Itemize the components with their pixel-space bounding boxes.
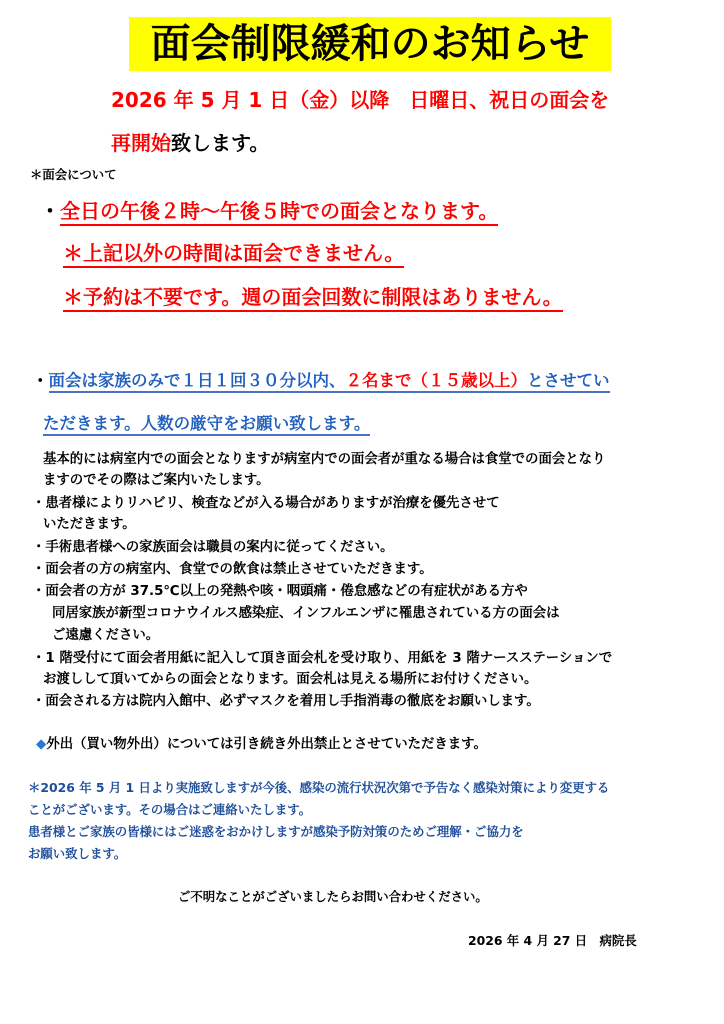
- red-note-line2-text: ＊上記以外の時間は面会できません。: [63, 241, 404, 268]
- family-rule-part2: で１日１回３０分以内、: [164, 371, 346, 390]
- rule-line: ・手術患者様への家族面会は職員の案内に従ってください。: [32, 540, 394, 555]
- announcement-line2: [111, 130, 269, 156]
- rule-line: ご遠慮ください。: [52, 628, 160, 643]
- rule-line: ますのでその際はご案内いたします。: [43, 473, 270, 488]
- rule-line: 同居家族が新型コロナウイルス感染症、インフルエンザに罹患されている方の面会は: [52, 606, 560, 621]
- family-rule-line2: [43, 413, 370, 435]
- announcement-red-text: 再開始: [111, 131, 171, 155]
- outing-line: [36, 736, 487, 754]
- family-rule-part3: ２名まで（１５歳以上）: [345, 371, 527, 390]
- rule-line: ・面会者の方が 37.5℃以上の発熱や咳・咽頭痛・倦怠感などの有症状がある方や: [32, 584, 528, 599]
- announcement-line1: 2026 年 5 月 1 日（金）以降 日曜日、祝日の面会を: [111, 88, 610, 112]
- family-rule-part1: 面会は家族のみ: [48, 371, 164, 390]
- section-label: ＊面会について: [30, 167, 117, 182]
- diamond-icon: ◆: [36, 737, 47, 752]
- notice-line: お願い致します。: [28, 846, 127, 861]
- family-rule-part4: とさせてい: [527, 371, 610, 390]
- red-note-line3-text: ＊予約は不要です。週の面会回数に制限はありません。: [63, 285, 563, 312]
- red-note-bullet: ・: [40, 199, 60, 223]
- red-note-line1: [40, 198, 498, 224]
- rule-line: いただきます。: [43, 517, 136, 532]
- signature: 2026 年 4 月 27 日 病院長: [468, 933, 637, 948]
- outing-text: 外出（買い物外出）については引き続き外出禁止とさせていただきます。: [46, 737, 487, 752]
- rule-line: ・1 階受付にて面会者用紙に記入して頂き面会札を受け取り、用紙を 3 階ナースステーションで: [32, 651, 613, 666]
- page-title: 面会制限緩和のお知らせ: [129, 17, 611, 71]
- rule-line: ・患者様によりリハビリ、検査などが入る場合がありますが治療を優先させて: [32, 496, 500, 511]
- family-rule-line1: [32, 370, 610, 392]
- rule-line: 基本的には病室内での面会となりますが病室内での面会者が重なる場合は食堂での面会となり: [43, 452, 606, 467]
- rule-line: ・面会者の方の病室内、食堂での飲食は禁止させていただきます。: [32, 562, 433, 577]
- red-note-line1-text: 全日の午後２時～午後５時での面会となります。: [60, 199, 498, 226]
- rule-line: ・面会される方は院内入館中、必ずマスクを着用し手指消毒の徹底をお願いします。: [32, 694, 540, 709]
- notice-line: ＊2026 年 5 月 1 日より実施致しますが今後、感染の流行状況次第で予告なく感染対策により変更する: [28, 780, 610, 795]
- announcement-black-text: 致します。: [171, 131, 270, 155]
- notice-line: 患者様とご家族の皆様にはご迷惑をおかけしますが感染予防対策のためご理解・ご協力を: [28, 824, 524, 839]
- family-rule-bullet: ・: [32, 371, 49, 390]
- red-note-line3: [63, 284, 563, 310]
- red-note-line2: [63, 240, 404, 266]
- family-rule-line2-text: ただきます。人数の厳守をお願い致します。: [43, 414, 370, 436]
- contact-note: ご不明なことがございましたらお問い合わせください。: [178, 889, 488, 904]
- notice-line: ことがございます。その場合はご連絡いたします。: [28, 802, 311, 817]
- rule-line: お渡しして頂いてからの面会となります。面会札は見える場所にお付けください。: [43, 672, 538, 687]
